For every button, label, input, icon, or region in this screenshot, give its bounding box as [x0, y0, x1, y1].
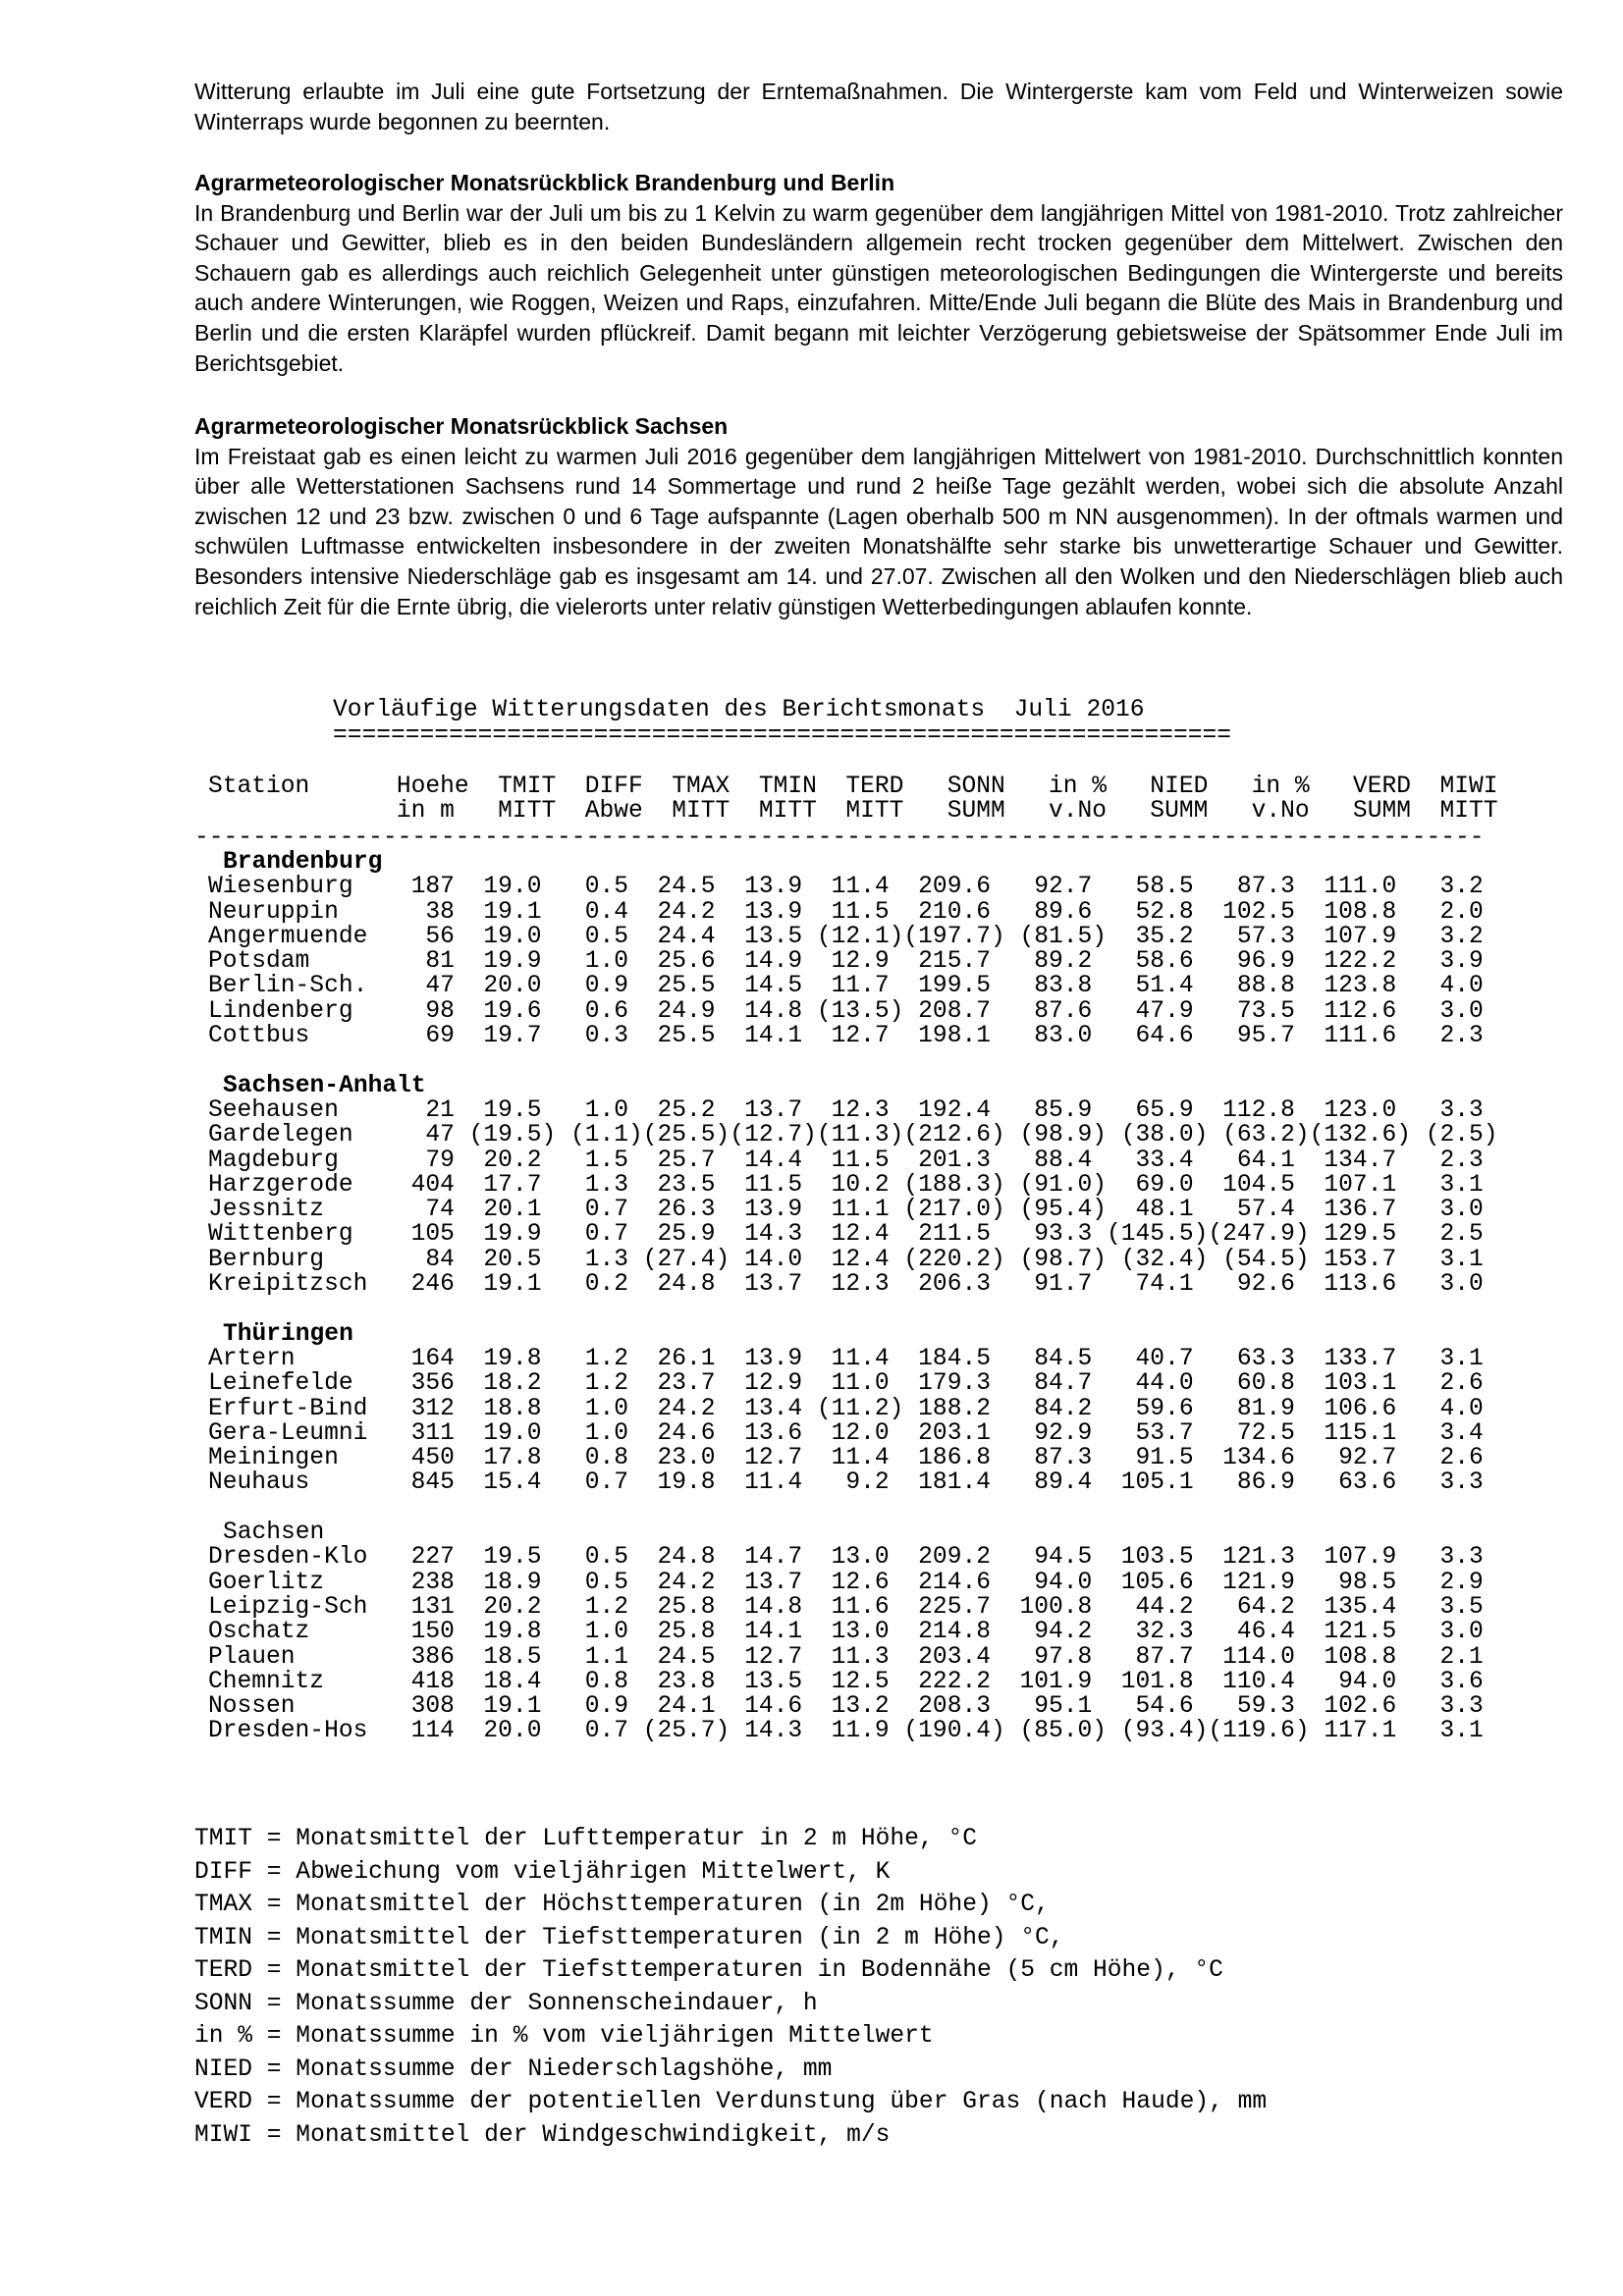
legend-item: VERD = Monatssumme der potentiellen Verdunstung über Gras (nach Haude), mm: [194, 2089, 1268, 2115]
table-row: Dresden-Klo 227 19.5 0.5 24.8 14.7 13.0 209.2 94.5 103.5 121.3 107.9 3.3: [208, 1544, 1484, 1572]
table-row: Kreipitzsch 246 19.1 0.2 24.8 13.7 12.3 206.3 91.7 74.1 92.6 113.6 3.0: [208, 1271, 1484, 1299]
region-gap: [208, 1496, 1498, 1521]
table-row: Goerlitz 238 18.9 0.5 24.2 13.7 12.6 214.6 94.0 105.6 121.9 98.5 2.9: [208, 1569, 1484, 1596]
table-row: Leipzig-Sch 131 20.2 1.2 25.8 14.8 11.6 225.7 100.8 44.2 64.2 135.4 3.5: [208, 1593, 1484, 1621]
intro-paragraph: [194, 77, 1563, 136]
sachsen-heading: Agrarmeteorologischer Monatsrückblick Sachsen: [194, 413, 729, 439]
table-header-line2: in m MITT Abwe MITT MITT MITT SUMM v.No SUMM v.No SUMM MITT: [208, 798, 1498, 825]
table-row: Meiningen 450 17.8 0.8 23.0 12.7 11.4 186.8 87.3 91.5 134.6 92.7 2.6: [208, 1445, 1484, 1472]
table-row: Wiesenburg 187 19.0 0.5 24.5 13.9 11.4 209.6 92.7 58.5 87.3 111.0 3.2: [208, 874, 1484, 901]
sachsen-text: Im Freistaat gab es einen leicht zu warmen Juli 2016 gegenüber dem langjährigen Mittelwert von 1981-2010. Durchschnittlich konnten über alle Wetterstationen Sachsens rund 14 Sommertage und rund 2 heiße Tage gezählt werden, wobei sich die absolute Anzahl zwischen 12 und 23 bzw. zwischen 0 und 6 Tage aufspannte (Lagen oberhalb 500 m NN ausgenommen). In der oftmals warmen und schwülen Luftmasse entwickelten insbesondere in der zweiten Monatshälfte sehr starke bis unwetterartige Schauer und Gewitter. Besonders intensive Niederschläge gab es insgesamt am 14. und 27.07. Zwischen all den Wolken und den Niederschlägen blieb auch reichlich Zeit für die Ernte übrig, die vielerorts unter relativ günstigen Wetterbedingungen ablaufen konnte.: [194, 443, 1563, 619]
legend-item: MIWI = Monatsmittel der Windgeschwindigkeit, m/s: [194, 2121, 891, 2149]
region-gap: [208, 1048, 1498, 1073]
region-gap: [208, 1297, 1498, 1321]
table-row: Gardelegen 47 (19.5) (1.1)(25.5)(12.7)(11.3)(212.6) (98.9) (38.0) (63.2)(132.6) (2.5): [208, 1122, 1498, 1149]
brandenburg-text: In Brandenburg und Berlin war der Juli um bis zu 1 Kelvin zu warm gegenüber dem langjährigen Mittel von 1981-2010. Trotz zahlreicher Schauer und Gewitter, blieb es in den beiden Bundesländern allgemein recht trocken gegenüber dem Mittelwert. Zwischen den Schauern gab es allerdings auch reichlich Gelegenheit unter günstigen meteorologischen Bedingungen die Wintergerste und bereits auch andere Winterungen, wie Roggen, Weizen und Raps, einzufahren. Mitte/Ende Juli begann die Blüte des Mais in Brandenburg und Berlin und die ersten Klaräpfel wurden pflückreif. Damit begann mit leichter Verzögerung gebietsweise der Spätsommer Ende Juli im Berichtsgebiet.: [194, 199, 1563, 376]
legend: [194, 1823, 1267, 2152]
region-heading: Thüringen: [223, 1320, 353, 1348]
legend-item: TMIT = Monatsmittel der Lufttemperatur in 2 m Höhe, °C: [194, 1826, 977, 1852]
table-row: Cottbus 69 19.7 0.3 25.5 14.1 12.7 198.1 83.0 64.6 95.7 111.6 2.3: [208, 1023, 1484, 1050]
legend-item: SONN = Monatssumme der Sonnenscheindauer, h: [194, 1990, 818, 2017]
table-row: Wittenberg 105 19.9 0.7 25.9 14.3 12.4 211.5 93.3 (145.5)(247.9) 129.5 2.5: [208, 1221, 1484, 1249]
table-row: Magdeburg 79 20.2 1.5 25.7 14.4 11.5 201.3 88.4 33.4 64.1 134.7 2.3: [208, 1147, 1484, 1174]
table-row: Angermuende 56 19.0 0.5 24.4 13.5 (12.1)(197.7) (81.5) 35.2 57.3 107.9 3.2: [208, 923, 1484, 950]
table-row: Nossen 308 19.1 0.9 24.1 14.6 13.2 208.3 95.1 54.6 59.3 102.6 3.3: [208, 1693, 1484, 1721]
table-row: Seehausen 21 19.5 1.0 25.2 13.7 12.3 192.4 85.9 65.9 112.8 123.0 3.3: [208, 1096, 1484, 1124]
table-row: Jessnitz 74 20.1 0.7 26.3 13.9 11.1 (217.0) (95.4) 48.1 57.4 136.7 3.0: [208, 1197, 1484, 1224]
table-row: Artern 164 19.8 1.2 26.1 13.9 11.4 184.5 84.5 40.7 63.3 133.7 3.1: [208, 1345, 1484, 1372]
intro-text: Witterung erlaubte im Juli eine gute Fortsetzung der Erntemaßnahmen. Die Wintergerste kam vom Feld und Winterweizen sowie Winterraps wurde begonnen zu beernten.: [194, 79, 1563, 134]
table-row: Gera-Leumni 311 19.0 1.0 24.6 13.6 12.0 203.1 92.9 53.7 72.5 115.1 3.4: [208, 1419, 1484, 1447]
table-row: Erfurt-Bind 312 18.8 1.0 24.2 13.4 (11.2) 188.2 84.2 59.6 81.9 106.6 4.0: [208, 1395, 1484, 1422]
table-row: Potsdam 81 19.9 1.0 25.6 14.9 12.9 215.7 89.2 58.6 96.9 122.2 3.9: [208, 948, 1484, 976]
table-row: Harzgerode 404 17.7 1.3 23.5 11.5 10.2 (188.3) (91.0) 69.0 104.5 107.1 3.1: [208, 1171, 1484, 1199]
weather-table-body: [208, 850, 1498, 1744]
region-heading: Brandenburg: [223, 849, 383, 876]
table-row: Lindenberg 98 19.6 0.6 24.9 14.8 (13.5) 208.7 87.6 47.9 73.5 112.6 3.0: [208, 997, 1484, 1025]
legend-item: TMIN = Monatsmittel der Tiefsttemperaturen (in 2 m Höhe) °C,: [194, 1924, 1064, 1951]
legend-item: TERD = Monatsmittel der Tiefsttemperaturen in Bodennähe (5 cm Höhe), °C: [194, 1957, 1223, 1984]
table-row: Chemnitz 418 18.4 0.8 23.8 13.5 12.5 222.2 101.9 101.8 110.4 94.0 3.6: [208, 1668, 1484, 1695]
table-row: Neuhaus 845 15.4 0.7 19.8 11.4 9.2 181.4 89.4 105.1 86.9 63.6 3.3: [208, 1469, 1484, 1497]
table-row: Dresden-Hos 114 20.0 0.7 (25.7) 14.3 11.9 (190.4) (85.0) (93.4)(119.6) 117.1 3.1: [208, 1718, 1484, 1745]
table-title: Vorläufige Witterungsdaten des Berichtsmonats Juli 2016: [333, 697, 1145, 723]
legend-item: DIFF = Abweichung vom vieljährigen Mittelwert, K: [194, 1858, 891, 1886]
legend-item: TMAX = Monatsmittel der Höchsttemperaturen (in 2m Höhe) °C,: [194, 1892, 1050, 1918]
table-row: Leinefelde 356 18.2 1.2 23.7 12.9 11.0 179.3 84.7 44.0 60.8 103.1 2.6: [208, 1370, 1484, 1398]
brandenburg-heading: Agrarmeteorologischer Monatsrückblick Brandenburg und Berlin: [194, 170, 895, 195]
region-heading: Sachsen: [223, 1520, 325, 1547]
table-row: Bernburg 84 20.5 1.3 (27.4) 14.0 12.4 (220.2) (98.7) (32.4) (54.5) 153.7 3.1: [208, 1246, 1484, 1273]
table-title-rule: ==============================================================: [333, 722, 1232, 749]
table-row: Plauen 386 18.5 1.1 24.5 12.7 11.3 203.4 97.8 87.7 114.0 108.8 2.1: [208, 1643, 1484, 1671]
table-row: Neuruppin 38 19.1 0.4 24.2 13.9 11.5 210.6 89.6 52.8 102.5 108.8 2.0: [208, 898, 1484, 926]
brandenburg-section: [194, 168, 1563, 378]
table-header-line1: Station Hoehe TMIT DIFF TMAX TMIN TERD SONN in % NIED in % VERD MIWI: [208, 774, 1498, 800]
table-row: Berlin-Sch. 47 20.0 0.9 25.5 14.5 11.7 199.5 83.8 51.4 88.8 123.8 4.0: [208, 973, 1484, 1000]
region-heading: Sachsen-Anhalt: [223, 1072, 426, 1099]
table-row: Oschatz 150 19.8 1.0 25.8 14.1 13.0 214.8 94.2 32.3 46.4 121.5 3.0: [208, 1619, 1484, 1646]
table-header-divider: -----------------------------------------------------------------------------------------: [194, 825, 1485, 851]
legend-item: NIED = Monatssumme der Niederschlagshöhe, mm: [194, 2056, 833, 2083]
sachsen-section: [194, 411, 1563, 621]
legend-item: in % = Monatssumme in % vom vieljährigen Mittelwert: [194, 2023, 934, 2050]
